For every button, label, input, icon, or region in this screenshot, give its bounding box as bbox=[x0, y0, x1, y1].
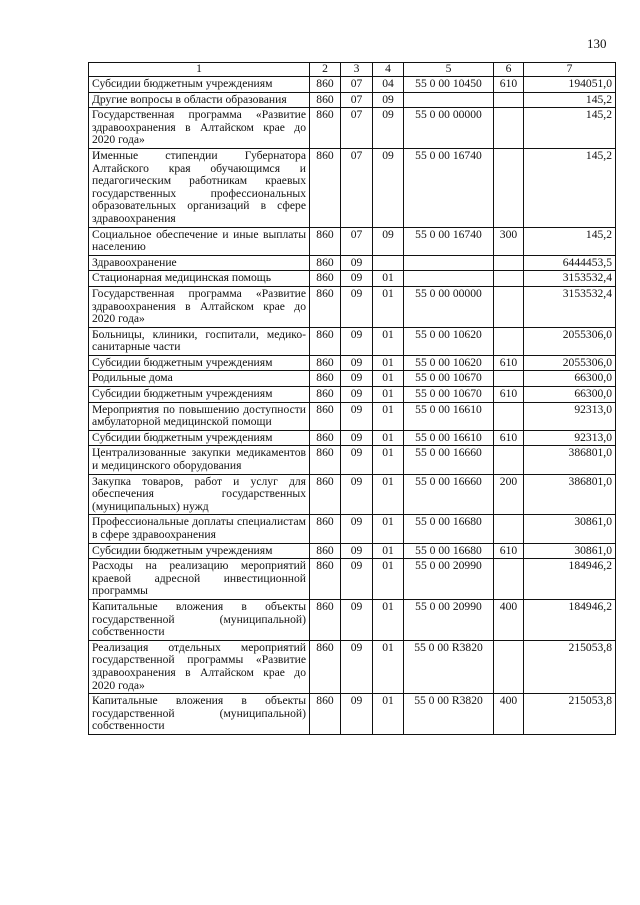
table-row bbox=[89, 92, 616, 108]
amount-cell: 30861,0 bbox=[524, 515, 616, 543]
expense-type-cell: 610 bbox=[494, 77, 524, 93]
expense-name-cell: Расходы на реализацию мероприятий краевой адресной инвестиционной программы bbox=[89, 559, 310, 600]
subsection-code-cell: 01 bbox=[373, 387, 404, 403]
section-code-cell: 09 bbox=[341, 640, 373, 693]
department-code-cell: 860 bbox=[310, 543, 341, 559]
amount-cell: 184946,2 bbox=[524, 559, 616, 600]
expense-type-cell bbox=[494, 286, 524, 327]
header-col-5: 5 bbox=[404, 63, 494, 77]
expense-name-cell: Субсидии бюджетным учреждениям bbox=[89, 430, 310, 446]
department-code-cell: 860 bbox=[310, 694, 341, 735]
section-code-cell: 09 bbox=[341, 694, 373, 735]
table-row bbox=[89, 402, 616, 430]
amount-cell: 2055306,0 bbox=[524, 327, 616, 355]
subsection-code-cell: 09 bbox=[373, 108, 404, 149]
amount-cell: 2055306,0 bbox=[524, 355, 616, 371]
department-code-cell: 860 bbox=[310, 430, 341, 446]
table-row bbox=[89, 446, 616, 474]
expense-name-cell: Именные стипендии Губернатора Алтайского края обучающимся и педагогическим работникам краевых государственных профессиональных образовательных организаций в сфере здравоохранения bbox=[89, 148, 310, 227]
target-article-cell: 55 0 00 20990 bbox=[404, 559, 494, 600]
expense-name-cell: Профессиональные доплаты специалистам в сфере здравоохранения bbox=[89, 515, 310, 543]
section-code-cell: 07 bbox=[341, 77, 373, 93]
target-article-cell: 55 0 00 16610 bbox=[404, 402, 494, 430]
table-row bbox=[89, 559, 616, 600]
target-article-cell: 55 0 00 16660 bbox=[404, 446, 494, 474]
section-code-cell: 09 bbox=[341, 387, 373, 403]
expense-name-cell: Капитальные вложения в объекты государственной (муниципальной) собственности bbox=[89, 694, 310, 735]
table-row bbox=[89, 108, 616, 149]
amount-cell: 30861,0 bbox=[524, 543, 616, 559]
table-row bbox=[89, 474, 616, 515]
target-article-cell: 55 0 00 16740 bbox=[404, 148, 494, 227]
header-col-3: 3 bbox=[341, 63, 373, 77]
section-code-cell: 09 bbox=[341, 255, 373, 271]
department-code-cell: 860 bbox=[310, 92, 341, 108]
expense-name-cell: Государственная программа «Развитие здравоохранения в Алтайском крае до 2020 года» bbox=[89, 108, 310, 149]
department-code-cell: 860 bbox=[310, 227, 341, 255]
target-article-cell: 55 0 00 10670 bbox=[404, 371, 494, 387]
department-code-cell: 860 bbox=[310, 148, 341, 227]
subsection-code-cell: 09 bbox=[373, 148, 404, 227]
amount-cell: 3153532,4 bbox=[524, 286, 616, 327]
table-row bbox=[89, 371, 616, 387]
amount-cell: 215053,8 bbox=[524, 640, 616, 693]
expense-type-cell bbox=[494, 92, 524, 108]
department-code-cell: 860 bbox=[310, 387, 341, 403]
table-row bbox=[89, 599, 616, 640]
target-article-cell bbox=[404, 271, 494, 287]
expense-name-cell: Государственная программа «Развитие здравоохранения в Алтайском крае до 2020 года» bbox=[89, 286, 310, 327]
header-col-2: 2 bbox=[310, 63, 341, 77]
header-col-7: 7 bbox=[524, 63, 616, 77]
header-col-4: 4 bbox=[373, 63, 404, 77]
section-code-cell: 09 bbox=[341, 474, 373, 515]
section-code-cell: 07 bbox=[341, 148, 373, 227]
subsection-code-cell: 01 bbox=[373, 430, 404, 446]
amount-cell: 145,2 bbox=[524, 92, 616, 108]
department-code-cell: 860 bbox=[310, 255, 341, 271]
table-row bbox=[89, 355, 616, 371]
expense-name-cell: Другие вопросы в области образования bbox=[89, 92, 310, 108]
section-code-cell: 09 bbox=[341, 327, 373, 355]
expense-name-cell: Больницы, клиники, госпитали, медико-санитарные части bbox=[89, 327, 310, 355]
expense-name-cell: Субсидии бюджетным учреждениям bbox=[89, 77, 310, 93]
expense-name-cell: Субсидии бюджетным учреждениям bbox=[89, 387, 310, 403]
section-code-cell: 09 bbox=[341, 543, 373, 559]
department-code-cell: 860 bbox=[310, 355, 341, 371]
expense-name-cell: Реализация отдельных мероприятий государственной программы «Развитие здравоохранения в Алтайском крае до 2020 года» bbox=[89, 640, 310, 693]
department-code-cell: 860 bbox=[310, 271, 341, 287]
page-number: 130 bbox=[587, 36, 607, 51]
section-code-cell: 09 bbox=[341, 271, 373, 287]
department-code-cell: 860 bbox=[310, 446, 341, 474]
expense-name-cell: Мероприятия по повышению доступности амбулаторной медицинской помощи bbox=[89, 402, 310, 430]
table-row bbox=[89, 430, 616, 446]
expense-type-cell bbox=[494, 255, 524, 271]
target-article-cell: 55 0 00 16610 bbox=[404, 430, 494, 446]
subsection-code-cell: 01 bbox=[373, 371, 404, 387]
target-article-cell: 55 0 00 00000 bbox=[404, 108, 494, 149]
amount-cell: 184946,2 bbox=[524, 599, 616, 640]
target-article-cell: 55 0 00 16660 bbox=[404, 474, 494, 515]
table-row bbox=[89, 77, 616, 93]
section-code-cell: 07 bbox=[341, 92, 373, 108]
section-code-cell: 09 bbox=[341, 559, 373, 600]
department-code-cell: 860 bbox=[310, 474, 341, 515]
target-article-cell: 55 0 00 10620 bbox=[404, 327, 494, 355]
subsection-code-cell: 01 bbox=[373, 559, 404, 600]
amount-cell: 145,2 bbox=[524, 227, 616, 255]
target-article-cell: 55 0 00 00000 bbox=[404, 286, 494, 327]
table-row bbox=[89, 286, 616, 327]
amount-cell: 3153532,4 bbox=[524, 271, 616, 287]
header-col-6: 6 bbox=[494, 63, 524, 77]
expense-type-cell bbox=[494, 108, 524, 149]
header-col-1: 1 bbox=[89, 63, 310, 77]
subsection-code-cell: 01 bbox=[373, 402, 404, 430]
expense-type-cell: 400 bbox=[494, 694, 524, 735]
amount-cell: 6444453,5 bbox=[524, 255, 616, 271]
subsection-code-cell bbox=[373, 255, 404, 271]
expense-name-cell: Централизованные закупки медикаментов и медицинского оборудования bbox=[89, 446, 310, 474]
budget-table bbox=[88, 62, 616, 735]
expense-name-cell: Родильные дома bbox=[89, 371, 310, 387]
department-code-cell: 860 bbox=[310, 559, 341, 600]
section-code-cell: 09 bbox=[341, 599, 373, 640]
department-code-cell: 860 bbox=[310, 286, 341, 327]
section-code-cell: 09 bbox=[341, 430, 373, 446]
header-row bbox=[89, 63, 616, 77]
table-row bbox=[89, 255, 616, 271]
subsection-code-cell: 01 bbox=[373, 355, 404, 371]
department-code-cell: 860 bbox=[310, 371, 341, 387]
target-article-cell: 55 0 00 10620 bbox=[404, 355, 494, 371]
expense-type-cell bbox=[494, 371, 524, 387]
department-code-cell: 860 bbox=[310, 77, 341, 93]
section-code-cell: 09 bbox=[341, 286, 373, 327]
expense-name-cell: Стационарная медицинская помощь bbox=[89, 271, 310, 287]
subsection-code-cell: 09 bbox=[373, 227, 404, 255]
amount-cell: 145,2 bbox=[524, 148, 616, 227]
subsection-code-cell: 01 bbox=[373, 271, 404, 287]
table-row bbox=[89, 387, 616, 403]
section-code-cell: 09 bbox=[341, 515, 373, 543]
amount-cell: 215053,8 bbox=[524, 694, 616, 735]
target-article-cell: 55 0 00 16740 bbox=[404, 227, 494, 255]
table-row bbox=[89, 640, 616, 693]
target-article-cell bbox=[404, 92, 494, 108]
expense-type-cell: 610 bbox=[494, 543, 524, 559]
expense-type-cell bbox=[494, 446, 524, 474]
expense-name-cell: Закупка товаров, работ и услуг для обеспечения государственных (муниципальных) нужд bbox=[89, 474, 310, 515]
department-code-cell: 860 bbox=[310, 327, 341, 355]
amount-cell: 386801,0 bbox=[524, 474, 616, 515]
amount-cell: 92313,0 bbox=[524, 402, 616, 430]
subsection-code-cell: 01 bbox=[373, 327, 404, 355]
subsection-code-cell: 01 bbox=[373, 640, 404, 693]
table-row bbox=[89, 543, 616, 559]
target-article-cell bbox=[404, 255, 494, 271]
expense-name-cell: Капитальные вложения в объекты государственной (муниципальной) собственности bbox=[89, 599, 310, 640]
expense-name-cell: Субсидии бюджетным учреждениям bbox=[89, 543, 310, 559]
expense-type-cell bbox=[494, 148, 524, 227]
expense-type-cell bbox=[494, 640, 524, 693]
department-code-cell: 860 bbox=[310, 599, 341, 640]
target-article-cell: 55 0 00 16680 bbox=[404, 543, 494, 559]
table-row bbox=[89, 327, 616, 355]
subsection-code-cell: 09 bbox=[373, 92, 404, 108]
table-row bbox=[89, 227, 616, 255]
section-code-cell: 09 bbox=[341, 355, 373, 371]
section-code-cell: 07 bbox=[341, 227, 373, 255]
table-row bbox=[89, 694, 616, 735]
section-code-cell: 09 bbox=[341, 402, 373, 430]
department-code-cell: 860 bbox=[310, 515, 341, 543]
expense-type-cell: 610 bbox=[494, 430, 524, 446]
subsection-code-cell: 01 bbox=[373, 515, 404, 543]
amount-cell: 145,2 bbox=[524, 108, 616, 149]
amount-cell: 92313,0 bbox=[524, 430, 616, 446]
subsection-code-cell: 01 bbox=[373, 599, 404, 640]
expense-type-cell bbox=[494, 271, 524, 287]
expense-type-cell: 400 bbox=[494, 599, 524, 640]
target-article-cell: 55 0 00 20990 bbox=[404, 599, 494, 640]
target-article-cell: 55 0 00 R3820 bbox=[404, 640, 494, 693]
subsection-code-cell: 01 bbox=[373, 474, 404, 515]
section-code-cell: 07 bbox=[341, 108, 373, 149]
expense-type-cell bbox=[494, 327, 524, 355]
subsection-code-cell: 01 bbox=[373, 694, 404, 735]
table-row bbox=[89, 271, 616, 287]
subsection-code-cell: 01 bbox=[373, 446, 404, 474]
expense-type-cell: 300 bbox=[494, 227, 524, 255]
subsection-code-cell: 04 bbox=[373, 77, 404, 93]
department-code-cell: 860 bbox=[310, 402, 341, 430]
department-code-cell: 860 bbox=[310, 640, 341, 693]
expense-type-cell bbox=[494, 402, 524, 430]
expense-name-cell: Субсидии бюджетным учреждениям bbox=[89, 355, 310, 371]
amount-cell: 66300,0 bbox=[524, 371, 616, 387]
amount-cell: 66300,0 bbox=[524, 387, 616, 403]
section-code-cell: 09 bbox=[341, 371, 373, 387]
target-article-cell: 55 0 00 10450 bbox=[404, 77, 494, 93]
amount-cell: 386801,0 bbox=[524, 446, 616, 474]
target-article-cell: 55 0 00 10670 bbox=[404, 387, 494, 403]
expense-type-cell bbox=[494, 559, 524, 600]
expense-type-cell: 610 bbox=[494, 387, 524, 403]
table-row bbox=[89, 515, 616, 543]
amount-cell: 194051,0 bbox=[524, 77, 616, 93]
expense-type-cell: 200 bbox=[494, 474, 524, 515]
expense-type-cell bbox=[494, 515, 524, 543]
expense-type-cell: 610 bbox=[494, 355, 524, 371]
table-row bbox=[89, 148, 616, 227]
expense-name-cell: Социальное обеспечение и иные выплаты населению bbox=[89, 227, 310, 255]
expense-name-cell: Здравоохранение bbox=[89, 255, 310, 271]
subsection-code-cell: 01 bbox=[373, 286, 404, 327]
department-code-cell: 860 bbox=[310, 108, 341, 149]
target-article-cell: 55 0 00 16680 bbox=[404, 515, 494, 543]
section-code-cell: 09 bbox=[341, 446, 373, 474]
subsection-code-cell: 01 bbox=[373, 543, 404, 559]
target-article-cell: 55 0 00 R3820 bbox=[404, 694, 494, 735]
